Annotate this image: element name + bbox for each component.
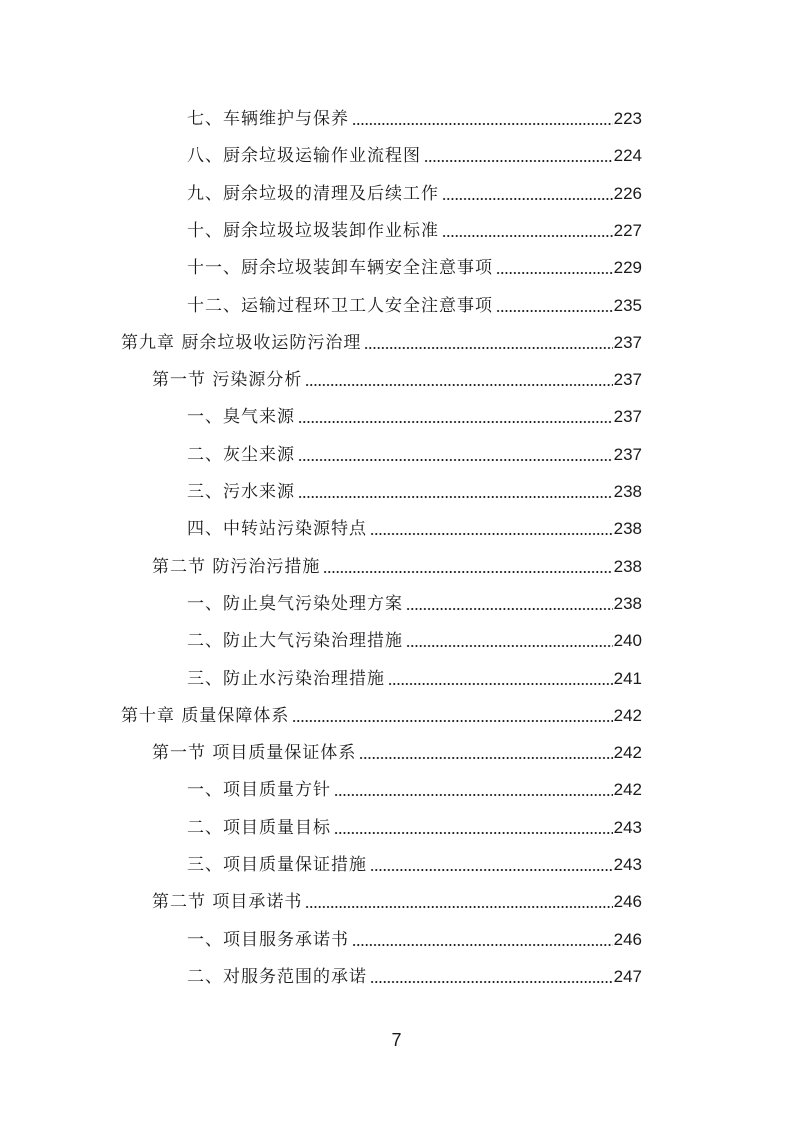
- toc-entry-page: 237: [613, 332, 642, 352]
- dot-leader: [406, 634, 613, 648]
- dot-leader: [305, 895, 612, 909]
- toc-entry-page: 243: [613, 855, 642, 874]
- toc-entry-page: 238: [613, 593, 642, 613]
- toc-entry-page: 243: [613, 817, 642, 837]
- dot-leader: [370, 970, 613, 984]
- toc-section-entry[interactable]: [152, 361, 642, 391]
- toc-entry[interactable]: [187, 585, 642, 615]
- toc-entry[interactable]: [187, 622, 642, 652]
- toc-entry-title: 三、防止水污染治理措施: [187, 668, 385, 689]
- dot-leader: [323, 560, 612, 574]
- toc-entry-page: 237: [613, 407, 642, 427]
- toc-entry-page: 238: [613, 556, 642, 576]
- toc-entry-title: 二、防止大气污染治理措施: [187, 631, 403, 652]
- toc-section-entry[interactable]: [152, 548, 642, 578]
- toc-entry-title: 八、厨余垃圾运输作业流程图: [187, 146, 421, 167]
- toc-entry-page: 235: [613, 295, 642, 315]
- toc-entry-title: 第一节 污染源分析: [152, 370, 303, 391]
- toc-entry-title: 第十章 质量保障体系: [121, 705, 290, 726]
- toc-entry-page: 246: [613, 929, 642, 949]
- dot-leader: [442, 187, 613, 201]
- toc-entry-page: 242: [613, 780, 642, 800]
- toc-entry-title: 九、厨余垃圾的清理及后续工作: [187, 183, 439, 204]
- toc-entry[interactable]: [187, 510, 642, 540]
- page-number: 7: [391, 1030, 402, 1050]
- toc-entry-page: 237: [613, 444, 642, 464]
- dot-leader: [305, 373, 612, 387]
- toc-entry-title: 第二节 项目承诺书: [152, 892, 303, 913]
- toc-entry-title: 一、项目服务承诺书: [187, 929, 349, 950]
- toc-entry[interactable]: [187, 846, 642, 876]
- toc-entry[interactable]: [187, 809, 642, 839]
- dot-leader: [298, 448, 613, 462]
- dot-leader: [334, 821, 613, 835]
- toc-entry-page: 224: [613, 146, 642, 166]
- toc-entry-page: 238: [613, 482, 642, 501]
- toc-entry-page: 247: [613, 966, 642, 986]
- toc-entry-title: 第一节 项目质量保证体系: [152, 743, 357, 764]
- toc-entry-title: 一、臭气来源: [187, 407, 295, 428]
- dot-leader: [370, 522, 613, 536]
- toc-entry-title: 一、项目质量方针: [187, 780, 331, 801]
- toc-entry-page: 242: [613, 705, 642, 725]
- dot-leader: [364, 336, 612, 350]
- toc-entry-title: 第九章 厨余垃圾收运防污治理: [121, 332, 362, 353]
- toc-entry[interactable]: [187, 175, 642, 205]
- toc-entry-page: 237: [613, 370, 642, 390]
- toc-entry-page: 240: [613, 631, 642, 651]
- dot-leader: [298, 410, 613, 424]
- toc-entry-title: 二、项目质量目标: [187, 817, 331, 838]
- dot-leader: [388, 672, 613, 686]
- toc-entry-title: 七、车辆维护与保养: [187, 109, 349, 129]
- toc-entry[interactable]: [187, 287, 642, 317]
- toc-entry-title: 三、污水来源: [187, 482, 295, 502]
- toc-entry-page: 242: [613, 743, 642, 763]
- toc-entry-page: 246: [613, 892, 642, 912]
- dot-leader: [352, 933, 613, 947]
- dot-leader: [496, 261, 613, 275]
- toc-entry-title: 一、防止臭气污染处理方案: [187, 593, 403, 614]
- toc-entry[interactable]: [187, 473, 642, 503]
- toc-entry[interactable]: [187, 921, 642, 951]
- toc-entry[interactable]: [187, 249, 642, 279]
- toc-entry-title: 十、厨余垃圾垃圾装卸作业标准: [187, 220, 439, 241]
- toc-entry-title: 十二、运输过程环卫工人安全注意事项: [187, 295, 493, 316]
- toc-entry[interactable]: [187, 100, 642, 130]
- toc-entry-title: 三、项目质量保证措施: [187, 855, 367, 875]
- toc-entry[interactable]: [187, 771, 642, 801]
- toc-entry-title: 十一、厨余垃圾装卸车辆安全注意事项: [187, 258, 493, 279]
- dot-leader: [370, 858, 613, 872]
- toc-entry-title: 第二节 防污治污措施: [152, 556, 321, 577]
- dot-leader: [292, 709, 612, 723]
- dot-leader: [359, 746, 612, 760]
- toc-entry-title: 四、中转站污染源特点: [187, 519, 367, 540]
- toc-entry-page: 229: [613, 258, 642, 278]
- toc-entry-page: 238: [613, 519, 642, 539]
- toc-entry-page: 223: [613, 109, 642, 128]
- dot-leader: [442, 224, 613, 238]
- dot-leader: [424, 149, 613, 163]
- dot-leader: [496, 299, 613, 313]
- toc-entry[interactable]: [187, 137, 642, 167]
- dot-leader: [352, 112, 613, 126]
- toc-entry[interactable]: [187, 212, 642, 242]
- toc-entry[interactable]: [187, 660, 642, 690]
- toc-entry-page: 227: [613, 220, 642, 240]
- toc-entry[interactable]: [187, 436, 642, 466]
- toc-entry[interactable]: [187, 398, 642, 428]
- toc-entry-title: 二、对服务范围的承诺: [187, 966, 367, 987]
- dot-leader: [406, 597, 613, 611]
- toc-entry-page: 226: [613, 183, 642, 203]
- toc-entry-title: 二、灰尘来源: [187, 444, 295, 465]
- dot-leader: [298, 485, 613, 499]
- toc-chapter-entry[interactable]: [121, 324, 642, 354]
- toc-chapter-entry[interactable]: [121, 697, 642, 727]
- toc-section-entry[interactable]: [152, 883, 642, 913]
- dot-leader: [334, 783, 613, 797]
- toc-entry[interactable]: [187, 958, 642, 988]
- toc-section-entry[interactable]: [152, 734, 642, 764]
- toc-entry-page: 241: [613, 668, 642, 688]
